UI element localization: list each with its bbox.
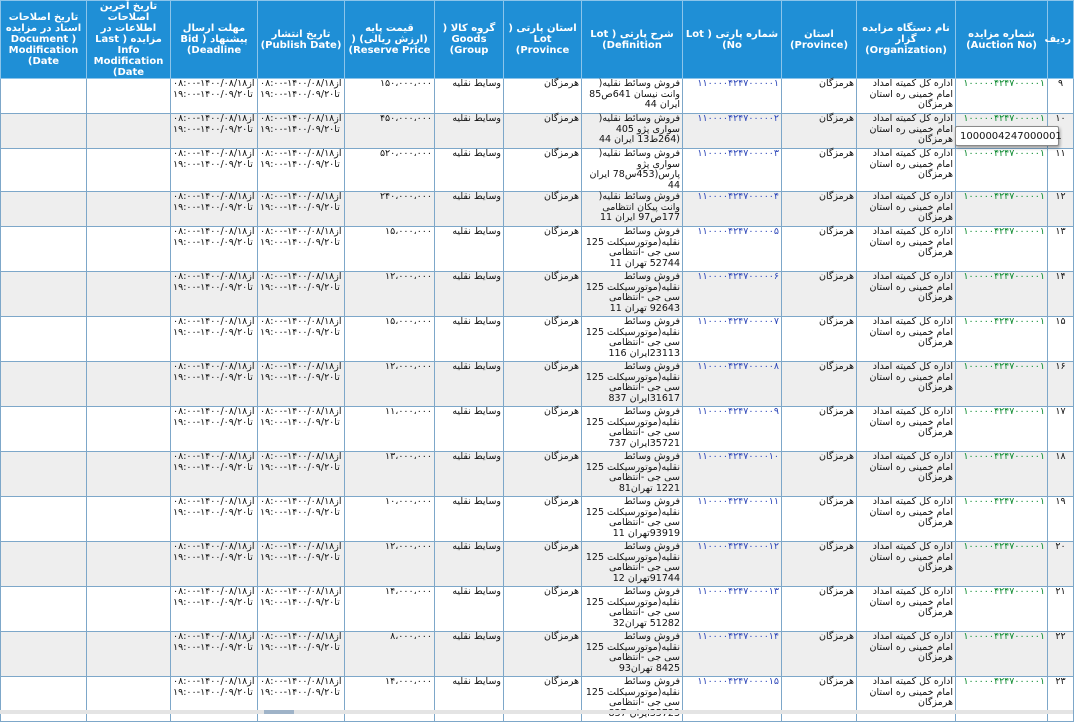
header-lot-definition[interactable]: شرح پارتی ( Lot Definition) bbox=[582, 1, 683, 79]
row-number-cell: ۱۴ bbox=[1048, 272, 1074, 317]
table-row[interactable] bbox=[1, 362, 1074, 407]
province-cell: هرمزگان bbox=[782, 272, 857, 317]
bid-deadline-cell: از۱۴۰۰/۰۸/۱۸-۰۸:۰۰ تا۱۴۰۰/۰۹/۲۰-۱۹:۰۰ bbox=[171, 149, 258, 192]
document-modification-cell bbox=[1, 272, 87, 317]
lot-no-link[interactable]: ۱۱۰۰۰۰۴۲۴۷۰۰۰۰۰۲ bbox=[697, 113, 779, 124]
tooltip: 1000004247000001 bbox=[955, 126, 1059, 146]
auction-no-link[interactable]: ۱۰۰۰۰۰۴۲۴۷۰۰۰۰۰۱ bbox=[963, 496, 1045, 507]
document-modification-cell bbox=[1, 192, 87, 227]
lot-province-cell: هرمزگان bbox=[504, 362, 582, 407]
auction-no-link[interactable]: ۱۰۰۰۰۰۴۲۴۷۰۰۰۰۰۱ bbox=[963, 271, 1045, 282]
table-body bbox=[1, 79, 1074, 722]
row-number-cell: ۱۸ bbox=[1048, 452, 1074, 497]
province-cell: هرمزگان bbox=[782, 587, 857, 632]
lot-no-cell bbox=[683, 317, 782, 362]
lot-no-link[interactable]: ۱۱۰۰۰۰۴۲۴۷۰۰۰۰۰۹ bbox=[697, 406, 779, 417]
publish-date-cell: از۱۴۰۰/۰۸/۱۸-۰۸:۰۰ تا۱۴۰۰/۰۹/۲۰-۱۹:۰۰ bbox=[258, 632, 345, 677]
lot-definition-cell: فروش وسائط نقلیه(موتورسیکلت 125 سی جی -انتظامی 51282 تهران32 bbox=[582, 587, 683, 632]
lot-definition-cell: فروش وسائط نقلیه(موتورسیکلت 125 سی جی -انتظامی 93919تهران 11 bbox=[582, 497, 683, 542]
reserve-price-cell: ۱۴،۰۰۰،۰۰۰ bbox=[345, 587, 435, 632]
header-row-number[interactable]: ردیف bbox=[1048, 1, 1074, 79]
auction-no-link[interactable]: ۱۰۰۰۰۰۴۲۴۷۰۰۰۰۰۱ bbox=[963, 586, 1045, 597]
publish-date-cell: از۱۴۰۰/۰۸/۱۸-۰۸:۰۰ تا۱۴۰۰/۰۹/۲۰-۱۹:۰۰ bbox=[258, 114, 345, 149]
lot-definition-cell: فروش وسائط نقلیه(موتورسیکلت 125 سی جی -انتظامی 35721ایران 737 bbox=[582, 407, 683, 452]
header-document-modification[interactable]: تاریخ اصلاحات اسناد در مزایده ( Document Modification Date) bbox=[1, 1, 87, 79]
table-row[interactable] bbox=[1, 114, 1074, 149]
publish-date-cell: از۱۴۰۰/۰۸/۱۸-۰۸:۰۰ تا۱۴۰۰/۰۹/۲۰-۱۹:۰۰ bbox=[258, 272, 345, 317]
lot-no-cell bbox=[683, 452, 782, 497]
reserve-price-cell: ۵۲۰،۰۰۰،۰۰۰ bbox=[345, 149, 435, 192]
bid-deadline-cell: از۱۴۰۰/۰۸/۱۸-۰۸:۰۰ تا۱۴۰۰/۰۹/۲۰-۱۹:۰۰ bbox=[171, 362, 258, 407]
organization-cell: اداره کل کمیته امداد امام خمینی ره استان هرمزگان bbox=[857, 79, 956, 114]
auction-no-link[interactable]: ۱۰۰۰۰۰۴۲۴۷۰۰۰۰۰۱ bbox=[963, 541, 1045, 552]
reserve-price-cell: ۱۲،۰۰۰،۰۰۰ bbox=[345, 542, 435, 587]
province-cell: هرمزگان bbox=[782, 79, 857, 114]
reserve-price-cell: ۲۴۰،۰۰۰،۰۰۰ bbox=[345, 192, 435, 227]
publish-date-cell: از۱۴۰۰/۰۸/۱۸-۰۸:۰۰ تا۱۴۰۰/۰۹/۲۰-۱۹:۰۰ bbox=[258, 587, 345, 632]
organization-cell: اداره کل کمیته امداد امام خمینی ره استان هرمزگان bbox=[857, 497, 956, 542]
lot-definition-cell: فروش وسائط نقلیه(موتورسیکلت 125 سی جی -انتظامی 52744 تهران 11 bbox=[582, 227, 683, 272]
row-number-cell: ۱۰ bbox=[1048, 114, 1074, 149]
last-info-modification-cell bbox=[87, 677, 171, 722]
auction-no-link[interactable]: ۱۰۰۰۰۰۴۲۴۷۰۰۰۰۰۱ bbox=[963, 148, 1045, 159]
lot-no-link[interactable]: ۱۱۰۰۰۰۴۲۴۷۰۰۰۰۰۳ bbox=[697, 148, 779, 159]
reserve-price-cell: ۱۰،۰۰۰،۰۰۰ bbox=[345, 497, 435, 542]
reserve-price-cell: ۱۲،۰۰۰،۰۰۰ bbox=[345, 272, 435, 317]
horizontal-scrollbar[interactable] bbox=[0, 710, 1073, 714]
lot-no-link[interactable]: ۱۱۰۰۰۰۴۲۴۷۰۰۰۰۱۴ bbox=[697, 631, 779, 642]
lot-province-cell: هرمزگان bbox=[504, 79, 582, 114]
header-reserve-price[interactable]: قیمت پایه (ارزش ریالی) ( Reserve Price) bbox=[345, 1, 435, 79]
table-row[interactable] bbox=[1, 227, 1074, 272]
lot-no-cell bbox=[683, 227, 782, 272]
document-modification-cell bbox=[1, 317, 87, 362]
auction-no-link[interactable]: ۱۰۰۰۰۰۴۲۴۷۰۰۰۰۰۱ bbox=[963, 631, 1045, 642]
publish-date-cell: از۱۴۰۰/۰۸/۱۸-۰۸:۰۰ تا۱۴۰۰/۰۹/۲۰-۱۹:۰۰ bbox=[258, 227, 345, 272]
last-info-modification-cell bbox=[87, 149, 171, 192]
row-number-cell: ۱۷ bbox=[1048, 407, 1074, 452]
document-modification-cell bbox=[1, 362, 87, 407]
last-info-modification-cell bbox=[87, 227, 171, 272]
header-lot-no[interactable]: شماره پارتی ( Lot No) bbox=[683, 1, 782, 79]
table-row[interactable] bbox=[1, 317, 1074, 362]
organization-cell: اداره کل کمیته امداد امام خمینی ره استان هرمزگان bbox=[857, 362, 956, 407]
organization-cell: اداره کل کمیته امداد امام خمینی ره استان هرمزگان bbox=[857, 149, 956, 192]
province-cell: هرمزگان bbox=[782, 542, 857, 587]
bid-deadline-cell: از۱۴۰۰/۰۸/۱۸-۰۸:۰۰ تا۱۴۰۰/۰۹/۲۰-۱۹:۰۰ bbox=[171, 317, 258, 362]
publish-date-cell: از۱۴۰۰/۰۸/۱۸-۰۸:۰۰ تا۱۴۰۰/۰۹/۲۰-۱۹:۰۰ bbox=[258, 192, 345, 227]
table-row[interactable] bbox=[1, 192, 1074, 227]
auction-no-cell bbox=[956, 497, 1048, 542]
organization-cell: اداره کل کمیته امداد امام خمینی ره استان هرمزگان bbox=[857, 587, 956, 632]
publish-date-cell: از۱۴۰۰/۰۸/۱۸-۰۸:۰۰ تا۱۴۰۰/۰۹/۲۰-۱۹:۰۰ bbox=[258, 149, 345, 192]
header-last-info-modification[interactable]: تاریخ آخرین اصلاحات اطلاعات در مزایده ( Last Info Modification Date) bbox=[87, 1, 171, 79]
reserve-price-cell: ۸،۰۰۰،۰۰۰ bbox=[345, 632, 435, 677]
lot-no-cell bbox=[683, 272, 782, 317]
table-row[interactable] bbox=[1, 272, 1074, 317]
lot-no-cell bbox=[683, 407, 782, 452]
publish-date-cell: از۱۴۰۰/۰۸/۱۸-۰۸:۰۰ تا۱۴۰۰/۰۹/۲۰-۱۹:۰۰ bbox=[258, 79, 345, 114]
province-cell: هرمزگان bbox=[782, 149, 857, 192]
auction-no-cell bbox=[956, 542, 1048, 587]
table-row[interactable] bbox=[1, 149, 1074, 192]
bid-deadline-cell: از۱۴۰۰/۰۸/۱۸-۰۸:۰۰ تا۱۴۰۰/۰۹/۲۰-۱۹:۰۰ bbox=[171, 79, 258, 114]
last-info-modification-cell bbox=[87, 272, 171, 317]
document-modification-cell bbox=[1, 587, 87, 632]
header-province[interactable]: استان (Province) bbox=[782, 1, 857, 79]
row-number-cell: ۱۳ bbox=[1048, 227, 1074, 272]
auction-no-cell bbox=[956, 272, 1048, 317]
bid-deadline-cell: از۱۴۰۰/۰۸/۱۸-۰۸:۰۰ تا۱۴۰۰/۰۹/۲۰-۱۹:۰۰ bbox=[171, 587, 258, 632]
lot-definition-cell: فروش وسائط نقلیه( وانت نیسان 641ص85 ایران 44 bbox=[582, 79, 683, 114]
lot-definition-cell: فروش وسائط نقلیه( سواری پژو پارس(453س78 ایران 44 bbox=[582, 149, 683, 192]
goods-group-cell: وسایط نقلیه bbox=[435, 497, 504, 542]
lot-definition-cell: فروش وسائط نقلیه(موتورسیکلت 125 سی جی -انتظامی 91744تهران 12 bbox=[582, 542, 683, 587]
auction-no-cell bbox=[956, 79, 1048, 114]
table-row[interactable] bbox=[1, 632, 1074, 677]
organization-cell: اداره کل کمیته امداد امام خمینی ره استان هرمزگان bbox=[857, 272, 956, 317]
document-modification-cell bbox=[1, 79, 87, 114]
lot-no-cell bbox=[683, 362, 782, 407]
publish-date-cell: از۱۴۰۰/۰۸/۱۸-۰۸:۰۰ تا۱۴۰۰/۰۹/۲۰-۱۹:۰۰ bbox=[258, 677, 345, 722]
lot-definition-cell: فروش وسائط نقلیه( وانت پیکان انتظامی 177ص97 ایران 11 bbox=[582, 192, 683, 227]
lot-province-cell: هرمزگان bbox=[504, 272, 582, 317]
auction-no-cell bbox=[956, 149, 1048, 192]
lot-definition-cell: فروش وسائط نقلیه(موتورسیکلت 125 سی جی -انتظامی bbox=[582, 677, 683, 722]
lot-province-cell: هرمزگان bbox=[504, 677, 582, 722]
auction-no-cell bbox=[956, 587, 1048, 632]
goods-group-cell: وسایط نقلیه bbox=[435, 542, 504, 587]
publish-date-cell: از۱۴۰۰/۰۸/۱۸-۰۸:۰۰ تا۱۴۰۰/۰۹/۲۰-۱۹:۰۰ bbox=[258, 542, 345, 587]
auction-no-cell bbox=[956, 677, 1048, 722]
row-number-cell: ۱۵ bbox=[1048, 317, 1074, 362]
auction-no-cell bbox=[956, 317, 1048, 362]
lot-no-link[interactable]: ۱۱۰۰۰۰۴۲۴۷۰۰۰۰۰۱ bbox=[697, 78, 779, 89]
row-number-cell: ۲۲ bbox=[1048, 632, 1074, 677]
goods-group-cell: وسایط نقلیه bbox=[435, 407, 504, 452]
publish-date-cell: از۱۴۰۰/۰۸/۱۸-۰۸:۰۰ تا۱۴۰۰/۰۹/۲۰-۱۹:۰۰ bbox=[258, 317, 345, 362]
table-row[interactable] bbox=[1, 452, 1074, 497]
row-number-cell: ۱۶ bbox=[1048, 362, 1074, 407]
lot-no-cell bbox=[683, 114, 782, 149]
last-info-modification-cell bbox=[87, 497, 171, 542]
lot-no-cell bbox=[683, 587, 782, 632]
document-modification-cell bbox=[1, 542, 87, 587]
lot-no-link[interactable]: ۱۱۰۰۰۰۴۲۴۷۰۰۰۰۱۰ bbox=[697, 451, 779, 462]
header-row bbox=[1, 1, 1074, 79]
auction-no-link[interactable]: ۱۰۰۰۰۰۴۲۴۷۰۰۰۰۰۱ bbox=[963, 113, 1045, 124]
table-row[interactable] bbox=[1, 542, 1074, 587]
province-cell: هرمزگان bbox=[782, 317, 857, 362]
row-number-cell: ۱۱ bbox=[1048, 149, 1074, 192]
bid-deadline-cell: از۱۴۰۰/۰۸/۱۸-۰۸:۰۰ تا۱۴۰۰/۰۹/۲۰-۱۹:۰۰ bbox=[171, 677, 258, 722]
document-modification-cell bbox=[1, 407, 87, 452]
lot-province-cell: هرمزگان bbox=[504, 407, 582, 452]
province-cell: هرمزگان bbox=[782, 192, 857, 227]
goods-group-cell: وسایط نقلیه bbox=[435, 227, 504, 272]
auction-no-link[interactable]: ۱۰۰۰۰۰۴۲۴۷۰۰۰۰۰۱ bbox=[963, 676, 1045, 687]
auction-no-link[interactable]: ۱۰۰۰۰۰۴۲۴۷۰۰۰۰۰۱ bbox=[963, 226, 1045, 237]
lot-province-cell: هرمزگان bbox=[504, 114, 582, 149]
bid-deadline-cell: از۱۴۰۰/۰۸/۱۸-۰۸:۰۰ تا۱۴۰۰/۰۹/۲۰-۱۹:۰۰ bbox=[171, 497, 258, 542]
last-info-modification-cell bbox=[87, 79, 171, 114]
lot-definition-cell: فروش وسائط نقلیه(موتورسیکلت 125 سی جی -انتظامی 8425 تهران93 bbox=[582, 632, 683, 677]
header-goods-group[interactable]: گروه کالا ( Goods Group) bbox=[435, 1, 504, 79]
document-modification-cell bbox=[1, 452, 87, 497]
last-info-modification-cell bbox=[87, 407, 171, 452]
lot-no-cell bbox=[683, 497, 782, 542]
row-number-cell: ۲۳ bbox=[1048, 677, 1074, 722]
lot-no-cell bbox=[683, 192, 782, 227]
organization-cell: اداره کل کمیته امداد امام خمینی ره استان هرمزگان bbox=[857, 632, 956, 677]
row-number-cell: ۲۰ bbox=[1048, 542, 1074, 587]
auction-no-cell bbox=[956, 362, 1048, 407]
organization-cell: اداره کل کمیته امداد امام خمینی ره استان هرمزگان bbox=[857, 114, 956, 149]
last-info-modification-cell bbox=[87, 542, 171, 587]
table-row[interactable] bbox=[1, 497, 1074, 542]
lot-no-cell bbox=[683, 677, 782, 722]
province-cell: هرمزگان bbox=[782, 227, 857, 272]
goods-group-cell: وسایط نقلیه bbox=[435, 677, 504, 722]
lot-no-link[interactable]: ۱۱۰۰۰۰۴۲۴۷۰۰۰۰۱۲ bbox=[697, 541, 779, 552]
document-modification-cell bbox=[1, 632, 87, 677]
header-organization[interactable]: نام دستگاه مزایده گزار (Organization) bbox=[857, 1, 956, 79]
auction-no-link[interactable]: ۱۰۰۰۰۰۴۲۴۷۰۰۰۰۰۱ bbox=[963, 191, 1045, 202]
province-cell: هرمزگان bbox=[782, 677, 857, 722]
lot-no-link[interactable]: ۱۱۰۰۰۰۴۲۴۷۰۰۰۰۰۶ bbox=[697, 271, 779, 282]
organization-cell: اداره کل کمیته امداد امام خمینی ره استان هرمزگان bbox=[857, 542, 956, 587]
reserve-price-cell: ۱۱،۰۰۰،۰۰۰ bbox=[345, 407, 435, 452]
lot-definition-cell: فروش وسائط نقلیه(موتورسیکلت 125 سی جی -انتظامی 92643 تهران 11 bbox=[582, 272, 683, 317]
lot-province-cell: هرمزگان bbox=[504, 452, 582, 497]
province-cell: هرمزگان bbox=[782, 452, 857, 497]
last-info-modification-cell bbox=[87, 452, 171, 497]
goods-group-cell: وسایط نقلیه bbox=[435, 192, 504, 227]
lot-province-cell: هرمزگان bbox=[504, 632, 582, 677]
header-auction-no[interactable]: شماره مزایده (Auction No) bbox=[956, 1, 1048, 79]
document-modification-cell bbox=[1, 114, 87, 149]
lot-province-cell: هرمزگان bbox=[504, 587, 582, 632]
last-info-modification-cell bbox=[87, 317, 171, 362]
goods-group-cell: وسایط نقلیه bbox=[435, 79, 504, 114]
reserve-price-cell: ۴۵۰،۰۰۰،۰۰۰ bbox=[345, 114, 435, 149]
goods-group-cell: وسایط نقلیه bbox=[435, 272, 504, 317]
province-cell: هرمزگان bbox=[782, 632, 857, 677]
bid-deadline-cell: از۱۴۰۰/۰۸/۱۸-۰۸:۰۰ تا۱۴۰۰/۰۹/۲۰-۱۹:۰۰ bbox=[171, 192, 258, 227]
document-modification-cell bbox=[1, 227, 87, 272]
last-info-modification-cell bbox=[87, 192, 171, 227]
bid-deadline-cell: از۱۴۰۰/۰۸/۱۸-۰۸:۰۰ تا۱۴۰۰/۰۹/۲۰-۱۹:۰۰ bbox=[171, 272, 258, 317]
last-info-modification-cell bbox=[87, 632, 171, 677]
bid-deadline-cell: از۱۴۰۰/۰۸/۱۸-۰۸:۰۰ تا۱۴۰۰/۰۹/۲۰-۱۹:۰۰ bbox=[171, 407, 258, 452]
lot-no-cell bbox=[683, 542, 782, 587]
lot-no-link[interactable]: ۱۱۰۰۰۰۴۲۴۷۰۰۰۰۱۱ bbox=[697, 496, 779, 507]
lot-province-cell: هرمزگان bbox=[504, 227, 582, 272]
last-info-modification-cell bbox=[87, 587, 171, 632]
auction-no-link[interactable]: ۱۰۰۰۰۰۴۲۴۷۰۰۰۰۰۱ bbox=[963, 451, 1045, 462]
lot-no-link[interactable]: ۱۱۰۰۰۰۴۲۴۷۰۰۰۰۱۳ bbox=[697, 586, 779, 597]
last-info-modification-cell bbox=[87, 362, 171, 407]
document-modification-cell bbox=[1, 149, 87, 192]
reserve-price-cell: ۱۲،۰۰۰،۰۰۰ bbox=[345, 362, 435, 407]
auction-no-cell bbox=[956, 227, 1048, 272]
lot-definition-cell: فروش وسائط نقلیه(موتورسیکلت 125 سی جی -انتظامی 1221 تهران81 bbox=[582, 452, 683, 497]
province-cell: هرمزگان bbox=[782, 114, 857, 149]
header-bid-deadline[interactable]: مهلت ارسال پیشنهاد ( Bid Deadline) bbox=[171, 1, 258, 79]
lot-province-cell: هرمزگان bbox=[504, 497, 582, 542]
document-modification-cell bbox=[1, 677, 87, 722]
province-cell: هرمزگان bbox=[782, 362, 857, 407]
publish-date-cell: از۱۴۰۰/۰۸/۱۸-۰۸:۰۰ تا۱۴۰۰/۰۹/۲۰-۱۹:۰۰ bbox=[258, 452, 345, 497]
organization-cell: اداره کل کمیته امداد امام خمینی ره استان هرمزگان bbox=[857, 317, 956, 362]
lot-province-cell: هرمزگان bbox=[504, 542, 582, 587]
bid-deadline-cell: از۱۴۰۰/۰۸/۱۸-۰۸:۰۰ تا۱۴۰۰/۰۹/۲۰-۱۹:۰۰ bbox=[171, 227, 258, 272]
auction-no-cell bbox=[956, 407, 1048, 452]
reserve-price-cell: ۱۴،۰۰۰،۰۰۰ bbox=[345, 677, 435, 722]
goods-group-cell: وسایط نقلیه bbox=[435, 362, 504, 407]
lot-province-cell: هرمزگان bbox=[504, 192, 582, 227]
organization-cell: اداره کل کمیته امداد امام خمینی ره استان هرمزگان bbox=[857, 227, 956, 272]
reserve-price-cell: ۱۳،۰۰۰،۰۰۰ bbox=[345, 452, 435, 497]
last-info-modification-cell bbox=[87, 114, 171, 149]
lot-definition-cell: فروش وسائط نقلیه(موتورسیکلت 125 سی جی -انتظامی 31617ایران 837 bbox=[582, 362, 683, 407]
auction-no-link[interactable]: ۱۰۰۰۰۰۴۲۴۷۰۰۰۰۰۱ bbox=[963, 78, 1045, 89]
publish-date-cell: از۱۴۰۰/۰۸/۱۸-۰۸:۰۰ تا۱۴۰۰/۰۹/۲۰-۱۹:۰۰ bbox=[258, 407, 345, 452]
bid-deadline-cell: از۱۴۰۰/۰۸/۱۸-۰۸:۰۰ تا۱۴۰۰/۰۹/۲۰-۱۹:۰۰ bbox=[171, 542, 258, 587]
table-row[interactable] bbox=[1, 79, 1074, 114]
lot-no-link[interactable]: ۱۱۰۰۰۰۴۲۴۷۰۰۰۰۰۴ bbox=[697, 191, 779, 202]
province-cell: هرمزگان bbox=[782, 407, 857, 452]
bid-deadline-cell: از۱۴۰۰/۰۸/۱۸-۰۸:۰۰ تا۱۴۰۰/۰۹/۲۰-۱۹:۰۰ bbox=[171, 114, 258, 149]
lot-definition-cell: فروش وسائط نقلیه(موتورسیکلت 125 سی جی -انتظامی 23113ایران 116 bbox=[582, 317, 683, 362]
lot-no-cell bbox=[683, 149, 782, 192]
reserve-price-cell: ۱۵۰،۰۰۰،۰۰۰ bbox=[345, 79, 435, 114]
publish-date-cell: از۱۴۰۰/۰۸/۱۸-۰۸:۰۰ تا۱۴۰۰/۰۹/۲۰-۱۹:۰۰ bbox=[258, 362, 345, 407]
auction-no-link[interactable]: ۱۰۰۰۰۰۴۲۴۷۰۰۰۰۰۱ bbox=[963, 406, 1045, 417]
table-row[interactable] bbox=[1, 677, 1074, 722]
lot-no-cell bbox=[683, 79, 782, 114]
organization-cell: اداره کل کمیته امداد امام خمینی ره استان هرمزگان bbox=[857, 452, 956, 497]
table-row[interactable] bbox=[1, 587, 1074, 632]
reserve-price-cell: ۱۵،۰۰۰،۰۰۰ bbox=[345, 317, 435, 362]
goods-group-cell: وسایط نقلیه bbox=[435, 587, 504, 632]
reserve-price-cell: ۱۵،۰۰۰،۰۰۰ bbox=[345, 227, 435, 272]
goods-group-cell: وسایط نقلیه bbox=[435, 114, 504, 149]
goods-group-cell: وسایط نقلیه bbox=[435, 149, 504, 192]
lot-no-link[interactable]: ۱۱۰۰۰۰۴۲۴۷۰۰۰۰۰۵ bbox=[697, 226, 779, 237]
goods-group-cell: وسایط نقلیه bbox=[435, 632, 504, 677]
organization-cell: اداره کل کمیته امداد امام خمینی ره استان هرمزگان bbox=[857, 407, 956, 452]
table-row[interactable] bbox=[1, 407, 1074, 452]
document-modification-cell bbox=[1, 497, 87, 542]
organization-cell: اداره کل کمیته امداد امام خمینی ره استان هرمزگان bbox=[857, 192, 956, 227]
auction-no-link[interactable]: ۱۰۰۰۰۰۴۲۴۷۰۰۰۰۰۱ bbox=[963, 361, 1045, 372]
province-cell: هرمزگان bbox=[782, 497, 857, 542]
row-number-cell: ۱۹ bbox=[1048, 497, 1074, 542]
bid-deadline-cell: از۱۴۰۰/۰۸/۱۸-۰۸:۰۰ تا۱۴۰۰/۰۹/۲۰-۱۹:۰۰ bbox=[171, 452, 258, 497]
goods-group-cell: وسایط نقلیه bbox=[435, 452, 504, 497]
goods-group-cell: وسایط نقلیه bbox=[435, 317, 504, 362]
lot-no-link[interactable]: ۱۱۰۰۰۰۴۲۴۷۰۰۰۰۱۵ bbox=[697, 676, 779, 687]
auction-no-link[interactable]: ۱۰۰۰۰۰۴۲۴۷۰۰۰۰۰۱ bbox=[963, 316, 1045, 327]
header-publish-date[interactable]: تاریخ انتشار (Publish Date) bbox=[258, 1, 345, 79]
organization-cell: اداره کل کمیته امداد امام خمینی ره استان هرمزگان bbox=[857, 677, 956, 722]
row-number-cell: ۱۲ bbox=[1048, 192, 1074, 227]
lot-no-link[interactable]: ۱۱۰۰۰۰۴۲۴۷۰۰۰۰۰۸ bbox=[697, 361, 779, 372]
header-lot-province[interactable]: استان پارتی ( Lot Province) bbox=[504, 1, 582, 79]
publish-date-cell: از۱۴۰۰/۰۸/۱۸-۰۸:۰۰ تا۱۴۰۰/۰۹/۲۰-۱۹:۰۰ bbox=[258, 497, 345, 542]
row-number-cell: ۲۱ bbox=[1048, 587, 1074, 632]
lot-province-cell: هرمزگان bbox=[504, 149, 582, 192]
row-number-cell: ۹ bbox=[1048, 79, 1074, 114]
auction-no-cell bbox=[956, 452, 1048, 497]
lot-province-cell: هرمزگان bbox=[504, 317, 582, 362]
bid-deadline-cell: از۱۴۰۰/۰۸/۱۸-۰۸:۰۰ تا۱۴۰۰/۰۹/۲۰-۱۹:۰۰ bbox=[171, 632, 258, 677]
auction-no-cell bbox=[956, 192, 1048, 227]
auction-no-cell bbox=[956, 632, 1048, 677]
scrollbar-thumb[interactable] bbox=[264, 710, 294, 714]
lot-no-cell bbox=[683, 632, 782, 677]
lot-no-link[interactable]: ۱۱۰۰۰۰۴۲۴۷۰۰۰۰۰۷ bbox=[697, 316, 779, 327]
lot-definition-cell: فروش وسائط نقلیه( سواری پژو 405 (264ط13 ایران 44 bbox=[582, 114, 683, 149]
